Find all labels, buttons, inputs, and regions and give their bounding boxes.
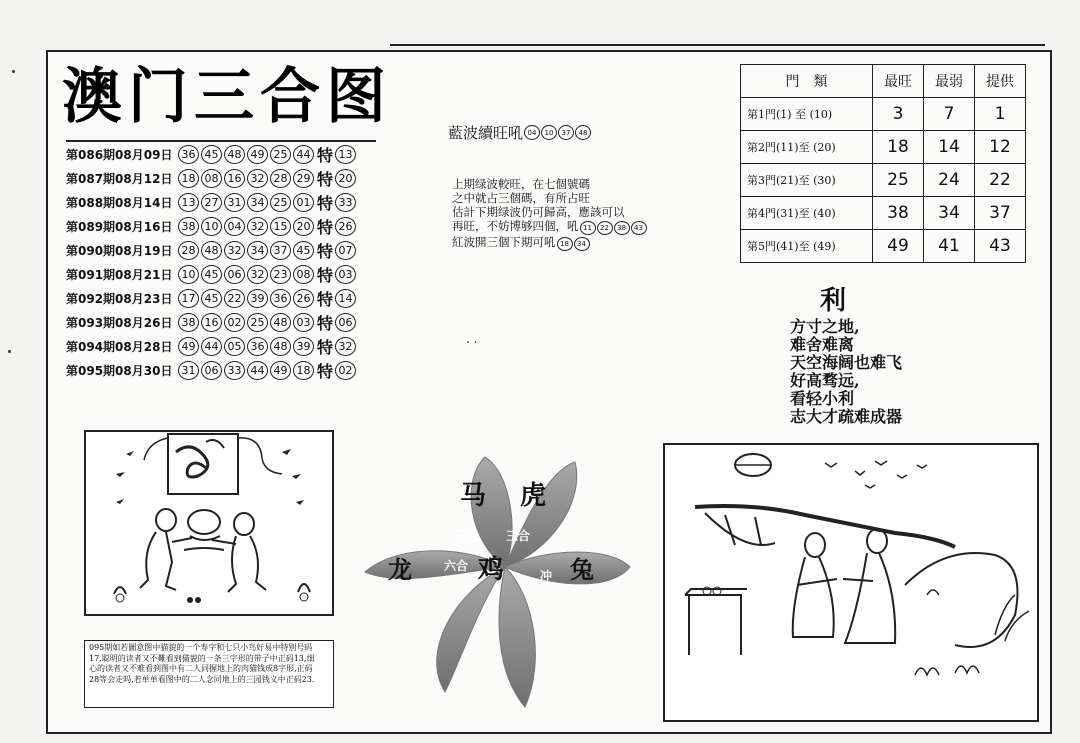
gates-table xyxy=(740,64,1026,263)
number-ball: 18 xyxy=(293,361,314,380)
number-ball: 28 xyxy=(270,169,291,188)
hot-number-cell: 18 xyxy=(873,131,924,164)
draw-row xyxy=(66,214,376,238)
offered-number-cell: 12 xyxy=(975,131,1026,164)
special-mark: 特 xyxy=(317,217,334,237)
number-ball: 44 xyxy=(201,337,222,356)
number-ball: 49 xyxy=(270,361,291,380)
offered-number-cell: 22 xyxy=(975,164,1026,197)
poem-line: 志大才疏难成器 xyxy=(790,407,903,426)
draw-row xyxy=(66,142,376,166)
gates-header-cell: 最旺 xyxy=(873,65,924,98)
illustration-two-figures-drawing xyxy=(86,432,332,614)
number-ball: 06 xyxy=(224,265,245,284)
number-ball: 36 xyxy=(270,289,291,308)
analysis-number-ball: 18 xyxy=(557,237,573,251)
special-number-ball: 26 xyxy=(335,217,356,236)
flower-label-chong: 冲 xyxy=(540,569,553,583)
poem-line: 好高骛远, xyxy=(790,371,860,390)
number-ball: 25 xyxy=(247,313,268,332)
gates-row xyxy=(741,98,1026,131)
note-line: 17,聪明的读者又不難看到猫貌的一条三字形的带子中正码13,细 xyxy=(89,653,315,663)
draw-row xyxy=(66,166,376,190)
draw-label: 第086期08月09日 xyxy=(66,147,173,162)
number-ball: 25 xyxy=(270,145,291,164)
flower-label-sanhe-left: 三合 xyxy=(455,529,480,543)
draw-label: 第090期08月19日 xyxy=(66,243,173,258)
number-ball: 27 xyxy=(201,193,222,212)
number-ball: 28 xyxy=(178,241,199,260)
cold-number-cell: 24 xyxy=(924,164,975,197)
top-border-line xyxy=(390,44,1045,46)
number-ball: 32 xyxy=(247,169,268,188)
gates-row xyxy=(741,164,1026,197)
note-line: 095期如若圖意图中猫貌的一个寿字和七只小鸟好易中特别号码 xyxy=(89,643,313,652)
cold-number-cell: 34 xyxy=(924,197,975,230)
number-ball: 08 xyxy=(293,265,314,284)
offered-number-cell: 37 xyxy=(975,197,1026,230)
draw-label: 第088期08月14日 xyxy=(66,195,173,210)
gate-range-cell: 第1門(1) 至 (10) xyxy=(741,98,873,131)
number-ball: 20 xyxy=(293,217,314,236)
number-ball: 45 xyxy=(201,289,222,308)
number-ball: 32 xyxy=(247,265,268,284)
illustration-scholars-landscape xyxy=(663,443,1039,722)
number-ball: 31 xyxy=(178,361,199,380)
analysis-number-ball: 43 xyxy=(631,221,647,235)
number-ball: 05 xyxy=(224,337,245,356)
special-mark: 特 xyxy=(317,241,334,261)
number-ball: 26 xyxy=(293,289,314,308)
number-ball: 44 xyxy=(293,145,314,164)
number-ball: 03 xyxy=(293,313,314,332)
number-ball: 49 xyxy=(178,337,199,356)
poem-line: 难舍难离 xyxy=(790,335,855,354)
number-ball: 08 xyxy=(201,169,222,188)
special-mark: 特 xyxy=(317,361,334,381)
interpretation-note xyxy=(84,640,334,708)
analysis-line: 之中就占三個碼，有所占旺 xyxy=(452,191,590,205)
poem xyxy=(790,318,902,426)
analysis-text: 紅波開三個下期可吼 xyxy=(452,235,556,249)
number-ball: 22 xyxy=(224,289,245,308)
analysis-number-ball: 22 xyxy=(597,221,613,235)
draw-label: 第087期08月12日 xyxy=(66,171,173,186)
special-number-ball: 03 xyxy=(335,265,356,284)
number-ball: 16 xyxy=(201,313,222,332)
number-ball: 48 xyxy=(270,313,291,332)
cold-number-cell: 7 xyxy=(924,98,975,131)
flower-animal-rooster: 鸡 xyxy=(478,555,505,585)
number-ball: 38 xyxy=(178,217,199,236)
number-ball: 45 xyxy=(201,265,222,284)
hot-number-cell: 49 xyxy=(873,230,924,263)
number-ball: 06 xyxy=(201,361,222,380)
draw-row xyxy=(66,358,376,382)
special-number-ball: 33 xyxy=(335,193,356,212)
number-ball: 15 xyxy=(270,217,291,236)
number-ball: 33 xyxy=(224,361,245,380)
flower-animal-rabbit: 兔 xyxy=(570,556,594,584)
special-mark: 特 xyxy=(317,193,334,213)
special-mark: 特 xyxy=(317,145,334,165)
number-ball: 39 xyxy=(247,289,268,308)
poem-line: 天空海阔也难飞 xyxy=(790,353,903,372)
analysis-line xyxy=(452,219,647,235)
hot-number-cell: 38 xyxy=(873,197,924,230)
number-ball: 32 xyxy=(224,241,245,260)
cold-number-cell: 14 xyxy=(924,131,975,164)
draw-label: 第093期08月26日 xyxy=(66,315,173,330)
number-ball: 45 xyxy=(293,241,314,260)
zodiac-flower-drawing xyxy=(360,452,650,712)
number-ball: 49 xyxy=(247,145,268,164)
draw-results-list xyxy=(66,140,376,382)
special-number-ball: 07 xyxy=(335,241,356,260)
number-ball: 38 xyxy=(178,313,199,332)
note-line: 心的读者又不难看到图中有二人同握地上的肉猫钱成8字形,正码 xyxy=(89,664,313,673)
number-ball: 37 xyxy=(270,241,291,260)
special-mark: 特 xyxy=(317,265,334,285)
analysis-line: 估計下期绿波仍可歸高，應該可以 xyxy=(452,205,625,219)
special-mark: 特 xyxy=(317,289,334,309)
wave-number-ball: 10 xyxy=(541,125,557,140)
analysis-text: 再旺，不妨博够四個，吼 xyxy=(452,219,579,233)
number-ball: 10 xyxy=(178,265,199,284)
number-ball: 23 xyxy=(270,265,291,284)
number-ball: 48 xyxy=(224,145,245,164)
number-ball: 44 xyxy=(247,361,268,380)
flower-animal-horse: 马 xyxy=(460,481,487,511)
draw-row xyxy=(66,310,376,334)
gates-header-cell: 門 類 xyxy=(741,65,873,98)
number-ball: 31 xyxy=(224,193,245,212)
draw-label: 第089期08月16日 xyxy=(66,219,173,234)
flower-label-sanhe-right: 三合 xyxy=(506,529,531,543)
note-line: 28等会走吗,若单单看图中的二人念同地上的三园钱义中正码23. xyxy=(89,674,315,684)
number-ball: 34 xyxy=(247,241,268,260)
special-number-ball: 13 xyxy=(335,145,356,164)
zodiac-flower xyxy=(360,452,650,712)
analysis-number-ball: 11 xyxy=(580,221,596,235)
draw-row xyxy=(66,262,376,286)
analysis-number-ball: 38 xyxy=(614,221,630,235)
flower-animal-dragon: 龙 xyxy=(388,556,412,584)
gates-row xyxy=(741,197,1026,230)
analysis-line: 上期绿波較旺，在七個號碼 xyxy=(452,177,590,191)
poem-title: 利 xyxy=(820,286,847,316)
draw-label: 第091期08月21日 xyxy=(66,267,173,282)
wave-text: 藍波續旺吼 xyxy=(448,124,524,142)
analysis-line xyxy=(452,235,647,251)
dots: . . xyxy=(466,332,478,346)
flower-animal-tiger: 虎 xyxy=(520,481,547,511)
draw-row xyxy=(66,334,376,358)
gate-range-cell: 第5門(41)至 (49) xyxy=(741,230,873,263)
number-ball: 36 xyxy=(178,145,199,164)
cold-number-cell: 41 xyxy=(924,230,975,263)
number-ball: 48 xyxy=(201,241,222,260)
number-ball: 17 xyxy=(178,289,199,308)
gates-header-cell: 最弱 xyxy=(924,65,975,98)
scan-speck xyxy=(12,70,15,73)
wave-number-ball: 48 xyxy=(575,125,591,140)
analysis-number-ball: 34 xyxy=(574,237,590,251)
draw-label: 第095期08月30日 xyxy=(66,363,173,378)
offered-number-cell: 43 xyxy=(975,230,1026,263)
number-ball: 29 xyxy=(293,169,314,188)
special-mark: 特 xyxy=(317,169,334,189)
flower-label-liuhe: 六合 xyxy=(444,559,469,573)
special-mark: 特 xyxy=(317,313,334,333)
number-ball: 13 xyxy=(178,193,199,212)
number-ball: 48 xyxy=(270,337,291,356)
gate-range-cell: 第3門(21)至 (30) xyxy=(741,164,873,197)
offered-number-cell: 1 xyxy=(975,98,1026,131)
special-number-ball: 14 xyxy=(335,289,356,308)
special-number-ball: 06 xyxy=(335,313,356,332)
special-mark: 特 xyxy=(317,337,334,357)
number-ball: 45 xyxy=(201,145,222,164)
page-title: 澳门三合图 xyxy=(62,62,392,132)
scan-speck xyxy=(8,350,11,353)
gates-header-row xyxy=(741,65,1026,98)
special-number-ball: 32 xyxy=(335,337,356,356)
gates-row xyxy=(741,131,1026,164)
number-ball: 01 xyxy=(293,193,314,212)
illustration-scholars-drawing xyxy=(665,445,1037,720)
special-number-ball: 02 xyxy=(335,361,356,380)
hot-number-cell: 25 xyxy=(873,164,924,197)
number-ball: 32 xyxy=(247,217,268,236)
wave-number-ball: 37 xyxy=(558,125,574,140)
hot-number-cell: 3 xyxy=(873,98,924,131)
draw-label: 第092期08月23日 xyxy=(66,291,173,306)
number-ball: 04 xyxy=(224,217,245,236)
special-number-ball: 20 xyxy=(335,169,356,188)
number-ball: 25 xyxy=(270,193,291,212)
draw-label: 第094期08月28日 xyxy=(66,339,173,354)
wave-number-ball: 04 xyxy=(524,125,540,140)
gates-header-cell: 提供 xyxy=(975,65,1026,98)
gates-row xyxy=(741,230,1026,263)
number-ball: 36 xyxy=(247,337,268,356)
number-ball: 39 xyxy=(293,337,314,356)
number-ball: 34 xyxy=(247,193,268,212)
blue-wave-tip xyxy=(448,122,591,143)
gate-range-cell: 第2門(11)至 (20) xyxy=(741,131,873,164)
number-ball: 10 xyxy=(201,217,222,236)
number-ball: 16 xyxy=(224,169,245,188)
number-ball: 18 xyxy=(178,169,199,188)
draw-row xyxy=(66,238,376,262)
number-ball: 02 xyxy=(224,313,245,332)
draw-row xyxy=(66,190,376,214)
poem-line: 看轻小利 xyxy=(790,389,855,408)
illustration-two-figures xyxy=(84,430,334,616)
analysis-paragraph xyxy=(452,177,647,251)
gate-range-cell: 第4門(31)至 (40) xyxy=(741,197,873,230)
draw-row xyxy=(66,286,376,310)
poem-line: 方寸之地, xyxy=(790,317,860,336)
